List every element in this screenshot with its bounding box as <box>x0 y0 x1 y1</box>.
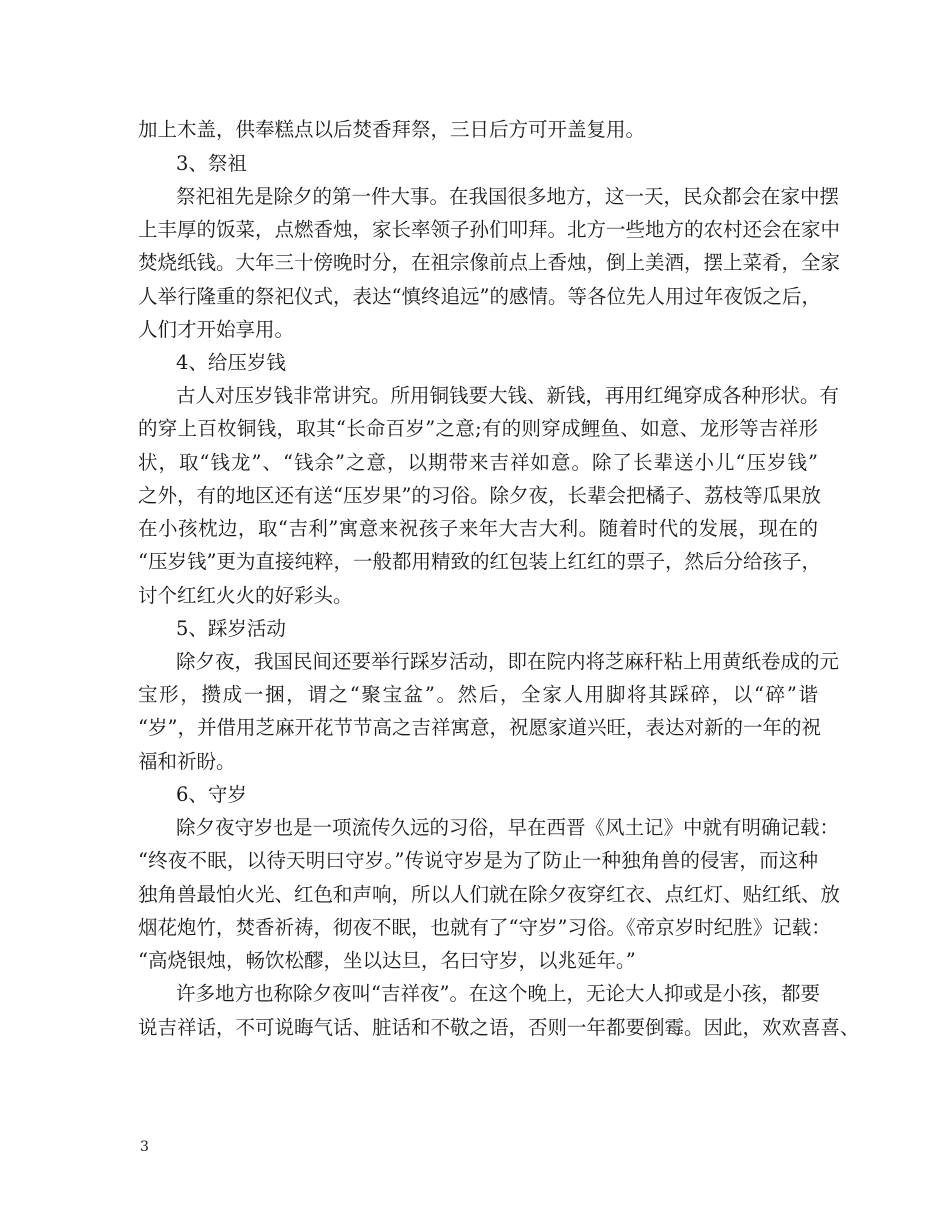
body-text-line: 状，取“钱龙”、“钱余”之意，以期带来吉祥如意。除了长辈送小儿“压岁钱” <box>138 451 818 474</box>
body-text-line: 上丰厚的饭菜，点燃香烛，家长率领子孙们叩拜。北方一些地方的农村还会在家中 <box>138 218 841 241</box>
body-text-line: 加上木盖，供奉糕点以后焚香拜祭，三日后方可开盖复用。 <box>138 118 646 141</box>
body-text-line: 除夕夜守岁也是一项流传久远的习俗，早在西晋《风土记》中就有明确记载： <box>176 816 840 839</box>
body-text-line: 之外，有的地区还有送“压岁果”的习俗。除夕夜，长辈会把橘子、荔枝等瓜果放 <box>138 484 821 507</box>
section-heading: 6、守岁 <box>176 783 247 806</box>
body-text-line: 烟花炮竹，焚香祈祷，彻夜不眠，也就有了“守岁”习俗。《帝京岁时纪胜》记载： <box>138 916 831 939</box>
body-text-line: 除夕夜，我国民间还要举行踩岁活动，即在院内将芝麻秆粘上用黄纸卷成的元 <box>176 650 840 673</box>
body-text-line: 人们才开始享用。 <box>138 318 295 341</box>
section-heading: 5、踩岁活动 <box>176 617 286 640</box>
body-text-line: 焚烧纸钱。大年三十傍晚时分，在祖宗像前点上香烛，倒上美酒，摆上菜肴，全家 <box>138 251 841 274</box>
page-number: 3 <box>140 1139 149 1155</box>
body-text-line: 的穿上百枚铜钱，取其“长命百岁”之意;有的则穿成鲤鱼、如意、龙形等吉祥形 <box>138 417 818 440</box>
body-text-line: “终夜不眠，以待天明曰守岁。”传说守岁是为了防止一种独角兽的侵害，而这种 <box>138 849 818 872</box>
section-heading: 3、祭祖 <box>176 152 247 175</box>
body-text-line: 福和祈盼。 <box>138 750 236 773</box>
body-text-line: “岁”，并借用芝麻开花节节高之吉祥寓意，祝愿家道兴旺，表达对新的一年的祝 <box>138 716 821 739</box>
body-text-line: “压岁钱”更为直接纯粹，一般都用精致的红包装上红红的票子，然后分给孩子， <box>138 550 821 573</box>
body-text-line: 宝形，攒成一捆，谓之“聚宝盆”。然后，全家人用脚将其踩碎，以“碎”谐 <box>138 683 818 706</box>
body-text-line: 讨个红红火火的好彩头。 <box>138 584 353 607</box>
body-text-line: 祭祀祖先是除夕的第一件大事。在我国很多地方，这一天，民众都会在家中摆 <box>176 185 840 208</box>
body-text-line: 独角兽最怕火光、红色和声响，所以人们就在除夕夜穿红衣、点红灯、贴红纸、放 <box>138 883 841 906</box>
body-text-line: 古人对压岁钱非常讲究。所用铜钱要大钱、新钱，再用红绳穿成各种形状。有 <box>176 384 840 407</box>
body-text-line: “高烧银烛，畅饮松醪，坐以达旦，名曰守岁，以兆延年。” <box>138 949 636 972</box>
body-text-line: 在小孩枕边，取“吉利”寓意来祝孩子来年大吉大利。随着时代的发展，现在的 <box>138 517 818 540</box>
section-heading: 4、给压岁钱 <box>176 351 286 374</box>
body-text-line: 说吉祥话，不可说晦气话、脏话和不敬之语，否则一年都要倒霉。因此，欢欢喜喜、 <box>138 1016 860 1039</box>
body-text-line: 许多地方也称除夕夜叫“吉祥夜”。在这个晚上，无论大人抑或是小孩，都要 <box>176 982 820 1005</box>
body-text-line: 人举行隆重的祭祀仪式，表达“慎终追远”的感情。等各位先人用过年夜饭之后， <box>138 285 821 308</box>
